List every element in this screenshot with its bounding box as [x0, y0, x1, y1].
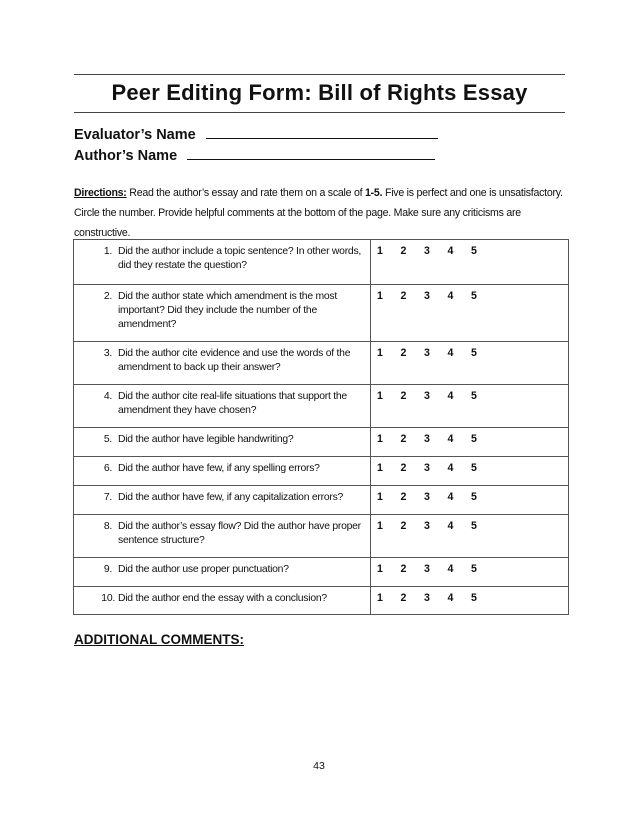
rating-option-2[interactable]: 2 — [400, 462, 407, 474]
title-underline-rule — [74, 112, 565, 113]
rating-cell — [371, 240, 569, 285]
table-row — [74, 240, 569, 285]
question-number: 10. — [101, 593, 115, 604]
rating-option-4[interactable]: 4 — [447, 245, 454, 257]
rating-option-5[interactable]: 5 — [471, 390, 477, 402]
rating-option-3[interactable]: 3 — [424, 563, 430, 575]
question-number: 2. — [103, 291, 112, 302]
rating-scale — [377, 245, 564, 257]
question-cell — [74, 285, 371, 342]
rating-option-3[interactable]: 3 — [424, 592, 430, 604]
evaluator-name-blank[interactable] — [206, 137, 438, 139]
evaluator-name-label: Evaluator’s Name — [74, 127, 196, 143]
directions-text-1: Read the author’s essay and rate them on a scale of — [126, 187, 366, 199]
rating-option-4[interactable]: 4 — [447, 520, 454, 532]
rating-option-5[interactable]: 5 — [471, 491, 477, 503]
rating-option-3[interactable]: 3 — [424, 390, 430, 402]
top-rule — [74, 74, 565, 75]
rating-option-4[interactable]: 4 — [447, 290, 454, 302]
question-cell — [74, 486, 371, 515]
question-cell — [74, 240, 371, 285]
rating-option-3[interactable]: 3 — [424, 290, 430, 302]
table-row — [74, 558, 569, 587]
rating-option-2[interactable]: 2 — [400, 491, 407, 503]
rating-scale — [377, 520, 564, 532]
rating-cell — [371, 385, 569, 428]
question-text: Did the author cite real-life situations that support the amendment they have chosen? — [118, 391, 347, 416]
rating-option-3[interactable]: 3 — [424, 491, 430, 503]
question-cell — [74, 385, 371, 428]
rating-table — [73, 239, 569, 615]
rating-scale — [377, 592, 564, 604]
rating-cell — [371, 486, 569, 515]
question-number: 6. — [103, 463, 112, 474]
rating-option-1[interactable]: 1 — [377, 290, 383, 302]
question-number: 4. — [103, 391, 112, 402]
rating-option-1[interactable]: 1 — [377, 462, 383, 474]
directions-text-2: Five is perfect and one is unsatisfactory. Circle the number. Provide helpful comments at the bottom of the page. Make sure any criticisms are constructive. — [74, 187, 563, 239]
additional-comments-heading: ADDITIONAL COMMENTS: — [74, 632, 244, 647]
rating-option-1[interactable]: 1 — [377, 245, 383, 257]
question-cell — [74, 515, 371, 558]
rating-option-2[interactable]: 2 — [400, 520, 407, 532]
question-text: Did the author cite evidence and use the words of the amendment to back up their answer? — [118, 348, 351, 373]
question-cell — [74, 558, 371, 587]
rating-option-4[interactable]: 4 — [447, 462, 454, 474]
question-number: 3. — [103, 348, 112, 359]
question-text: Did the author end the essay with a conclusion? — [118, 593, 327, 604]
rating-option-1[interactable]: 1 — [377, 433, 383, 445]
question-number: 7. — [103, 492, 112, 503]
rating-option-2[interactable]: 2 — [400, 433, 407, 445]
rating-option-4[interactable]: 4 — [447, 347, 454, 359]
rating-cell — [371, 558, 569, 587]
rating-option-5[interactable]: 5 — [471, 563, 477, 575]
rating-option-5[interactable]: 5 — [471, 520, 477, 532]
rating-option-2[interactable]: 2 — [400, 245, 407, 257]
rating-option-4[interactable]: 4 — [447, 491, 454, 503]
rating-cell — [371, 428, 569, 457]
directions-label: Directions: — [74, 187, 127, 199]
directions-paragraph — [74, 183, 568, 243]
rating-option-3[interactable]: 3 — [424, 347, 430, 359]
rating-option-5[interactable]: 5 — [471, 592, 477, 604]
rating-option-2[interactable]: 2 — [400, 347, 407, 359]
table-row — [74, 587, 569, 615]
rating-cell — [371, 515, 569, 558]
question-number: 5. — [103, 434, 112, 445]
rating-cell — [371, 285, 569, 342]
table-row — [74, 428, 569, 457]
author-name-blank[interactable] — [187, 158, 435, 160]
rating-option-3[interactable]: 3 — [424, 245, 430, 257]
question-text: Did the author have few, if any capitalization errors? — [118, 492, 344, 503]
author-name-field[interactable] — [74, 148, 435, 164]
rating-scale — [377, 491, 564, 503]
rating-option-1[interactable]: 1 — [377, 390, 383, 402]
author-name-label: Author’s Name — [74, 148, 178, 164]
question-number: 1. — [103, 246, 112, 257]
rating-option-4[interactable]: 4 — [447, 563, 454, 575]
table-row — [74, 285, 569, 342]
question-text: Did the author’s essay flow? Did the author have proper sentence structure? — [118, 521, 361, 546]
rating-scale — [377, 462, 564, 474]
question-text: Did the author state which amendment is the most important? Did they include the number of the amendment? — [118, 291, 338, 330]
rating-option-1[interactable]: 1 — [377, 347, 383, 359]
rating-scale — [377, 290, 564, 302]
table-row — [74, 385, 569, 428]
directions-scale: 1-5. — [365, 187, 383, 199]
table-row — [74, 457, 569, 486]
question-number: 8. — [103, 521, 112, 532]
rating-option-5[interactable]: 5 — [471, 347, 477, 359]
rating-option-5[interactable]: 5 — [471, 290, 477, 302]
rating-option-1[interactable]: 1 — [377, 563, 383, 575]
rating-cell — [371, 457, 569, 486]
table-row — [74, 486, 569, 515]
page-title: Peer Editing Form: Bill of Rights Essay — [111, 80, 528, 105]
rating-scale — [377, 433, 564, 445]
rating-option-3[interactable]: 3 — [424, 462, 430, 474]
rating-scale — [377, 563, 564, 575]
rating-option-4[interactable]: 4 — [447, 433, 454, 445]
rating-cell — [371, 342, 569, 385]
rating-scale — [377, 347, 564, 359]
evaluator-name-field[interactable] — [74, 127, 438, 143]
table-row — [74, 515, 569, 558]
page-number: 43 — [313, 760, 325, 772]
rating-option-5[interactable]: 5 — [471, 462, 477, 474]
rating-option-4[interactable]: 4 — [447, 592, 454, 604]
question-text: Did the author include a topic sentence? In other words, did they restate the question? — [118, 246, 362, 271]
rating-option-2[interactable]: 2 — [400, 390, 407, 402]
rating-option-3[interactable]: 3 — [424, 433, 430, 445]
rating-option-5[interactable]: 5 — [471, 245, 477, 257]
rating-option-4[interactable]: 4 — [447, 390, 454, 402]
rating-option-5[interactable]: 5 — [471, 433, 477, 445]
question-cell — [74, 587, 371, 615]
rating-option-1[interactable]: 1 — [377, 491, 383, 503]
question-text: Did the author have legible handwriting? — [118, 434, 294, 445]
rating-option-2[interactable]: 2 — [400, 563, 407, 575]
rating-option-3[interactable]: 3 — [424, 520, 430, 532]
rating-option-2[interactable]: 2 — [400, 592, 407, 604]
rating-cell — [371, 587, 569, 615]
table-row — [74, 342, 569, 385]
rating-option-1[interactable]: 1 — [377, 520, 383, 532]
question-cell — [74, 342, 371, 385]
question-cell — [74, 457, 371, 486]
question-cell — [74, 428, 371, 457]
question-text: Did the author use proper punctuation? — [118, 564, 289, 575]
rating-scale — [377, 390, 564, 402]
rating-option-2[interactable]: 2 — [400, 290, 407, 302]
rating-option-1[interactable]: 1 — [377, 592, 383, 604]
question-number: 9. — [103, 564, 112, 575]
question-text: Did the author have few, if any spelling errors? — [118, 463, 320, 474]
